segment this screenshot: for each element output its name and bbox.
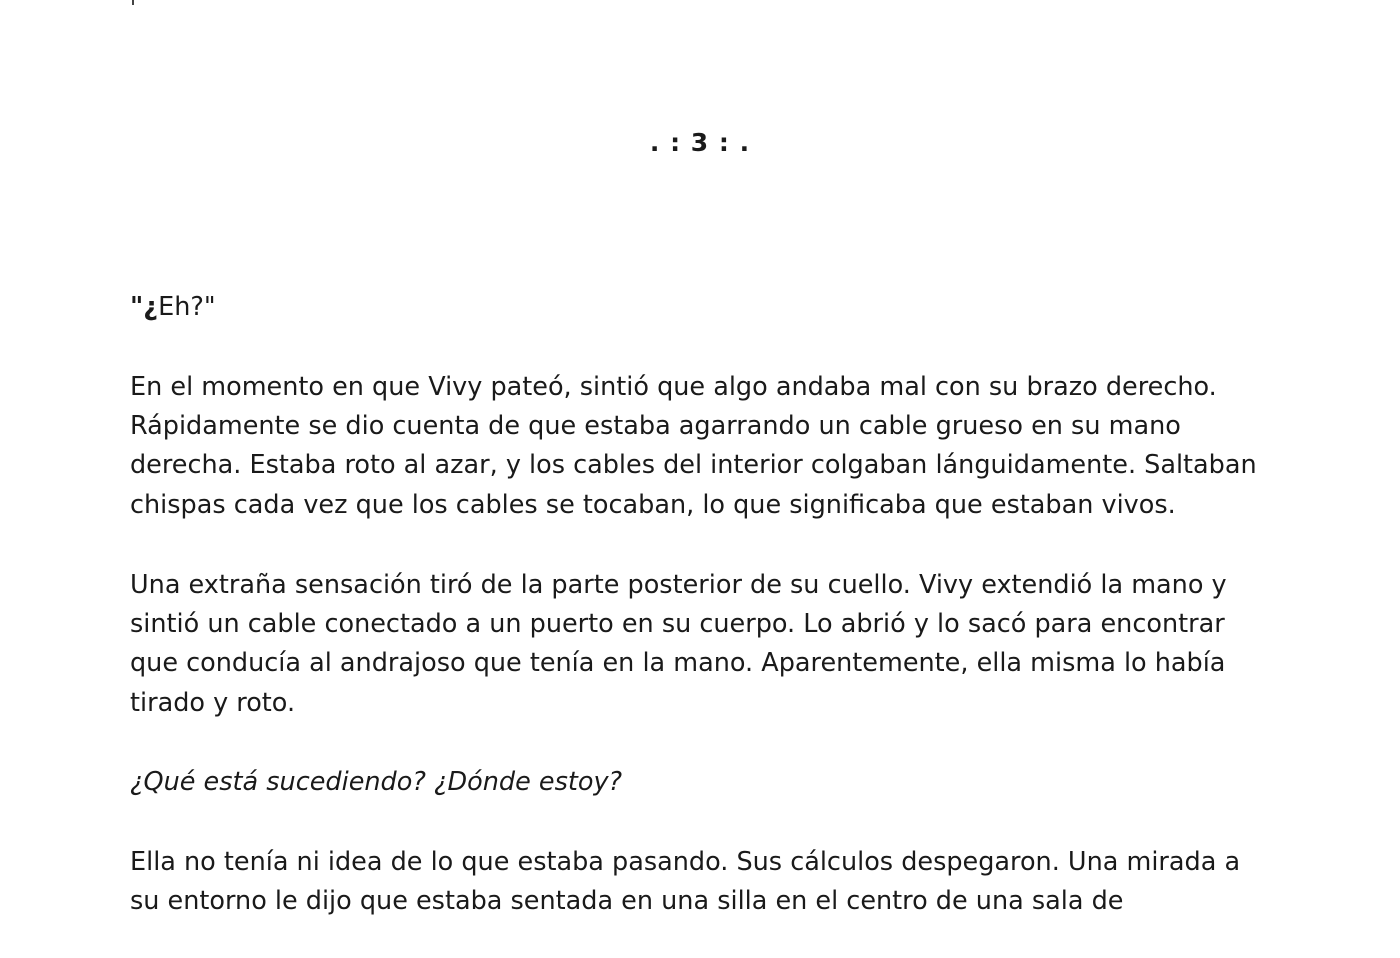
previous-page-text-fragment bbox=[132, 0, 134, 5]
paragraph-3 bbox=[130, 843, 1280, 921]
dialogue-text: Eh?" bbox=[158, 292, 216, 322]
paragraph-line: Ella no tenía ni idea de lo que estaba pasando. Sus cálculos despegaron. Una mirada a bbox=[130, 847, 1241, 877]
chapter-heading: . : 3 : . bbox=[649, 128, 751, 157]
thought-line: ¿Qué está sucediendo? ¿Dónde estoy? bbox=[130, 767, 623, 797]
paragraph-line: En el momento en que Vivy pateó, sintió que algo andaba mal con su brazo derecho. bbox=[130, 372, 1217, 402]
paragraph-line: derecha. Estaba roto al azar, y los cables del interior colgaban lánguidamente. Saltaban bbox=[130, 450, 1257, 481]
paragraph-2 bbox=[130, 566, 1280, 723]
dialogue-line bbox=[130, 288, 1280, 327]
paragraph-line: tirado y roto. bbox=[130, 687, 296, 718]
paragraph-line: Rápidamente se dio cuenta de que estaba agarrando un cable grueso en su mano bbox=[130, 411, 1181, 442]
paragraph-line: Una extraña sensación tiró de la parte posterior de su cuello. Vivy extendió la mano y bbox=[130, 570, 1227, 600]
paragraph-line: que conducía al andrajoso que tenía en la mano. Aparentemente, ella misma lo había bbox=[130, 648, 1226, 679]
paragraph-line: sintió un cable conectado a un puerto en su cuerpo. Lo abrió y lo sacó para encontrar bbox=[130, 609, 1225, 640]
paragraph-line: chispas cada vez que los cables se tocaban, lo que significaba que estaban vivos. bbox=[130, 489, 1176, 520]
dialogue-open-quote: " bbox=[130, 292, 144, 322]
paragraph-1 bbox=[130, 368, 1280, 525]
paragraph-line: su entorno le dijo que estaba sentada en una silla en el centro de una sala de bbox=[130, 886, 1124, 917]
dialogue-inverted-question: ¿ bbox=[143, 292, 159, 322]
inner-thought bbox=[130, 763, 1280, 802]
